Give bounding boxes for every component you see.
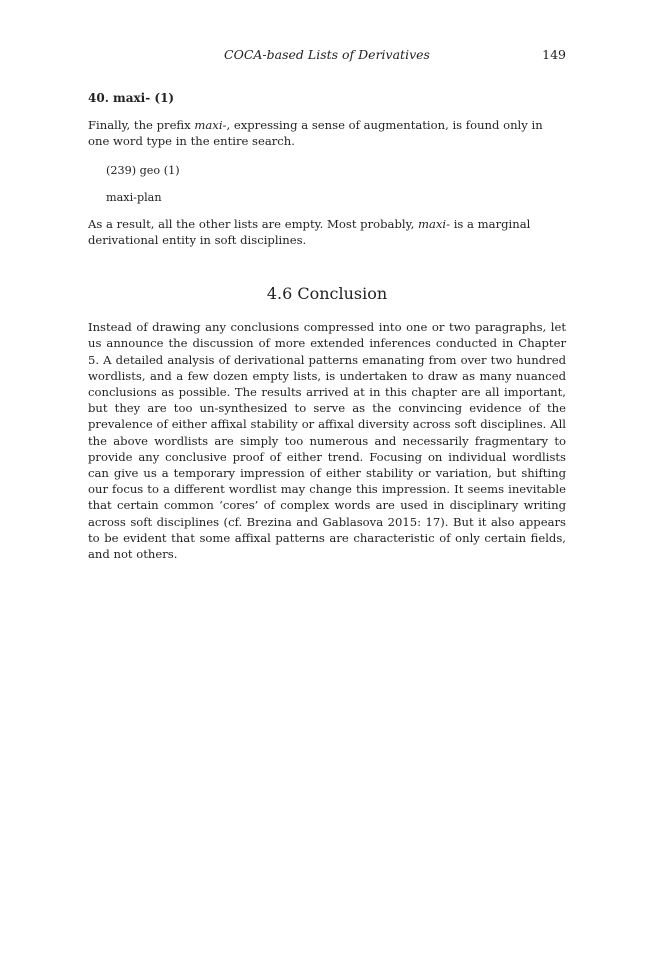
intro-text-start: Finally, the prefix xyxy=(88,118,195,132)
intro-text-end: , expressing a sense of augmentation, is found only in one word type in the entire search. xyxy=(88,118,543,149)
result-term: maxi- xyxy=(417,216,451,231)
result-text-end: is a marginal derivational entity in soft disciplines. xyxy=(88,216,531,248)
conclusion-heading: 4.6 Conclusion xyxy=(266,284,388,304)
result-text-start: As a result, all the other lists are empty. Most probably, xyxy=(88,216,418,231)
example-word: maxi-plan xyxy=(106,190,162,204)
page-body xyxy=(88,90,566,562)
page-number: 149 xyxy=(542,47,566,62)
conclusion-paragraph: Instead of drawing any conclusions compressed into one or two paragraphs, let us announce the discussion of more extended inferences conducted in Chapter 5. A detailed analysis of derivational patterns emanating from over two hundred wordlists, and a few dozen empty lists, is undertaken to draw as many nuanced conclusions as possible. The results arrived at in this chapter are all important, but they are too un-synthesized to serve as the convincing evidence of the prevalence of either affixal stability or affixal diversity across soft disciplines. All the above wordlists are simply too numerous and necessarily fragmentary to provide any conclusive proof of either trend. Focusing on individual wordlists can give us a temporary impression of either stability or variation, but shifting our focus to a different wordlist may change this impression. It seems inevitable that certain common ‘cores’ of complex words are used in disciplinary writing across soft disciplines (cf. Brezina and Gablasova 2015: 17). But it also appears to be evident that some affixal patterns are characteristic of only certain fields, and not others. xyxy=(88,320,566,562)
page-header xyxy=(88,46,566,64)
intro-paragraph xyxy=(88,117,566,149)
section-heading: 40. maxi- (1) xyxy=(88,91,175,105)
result-paragraph xyxy=(88,216,566,248)
running-title: COCA-based Lists of Derivatives xyxy=(224,47,430,62)
example-label: (239) geo (1) xyxy=(106,164,180,178)
intro-term: maxi- xyxy=(194,118,227,132)
